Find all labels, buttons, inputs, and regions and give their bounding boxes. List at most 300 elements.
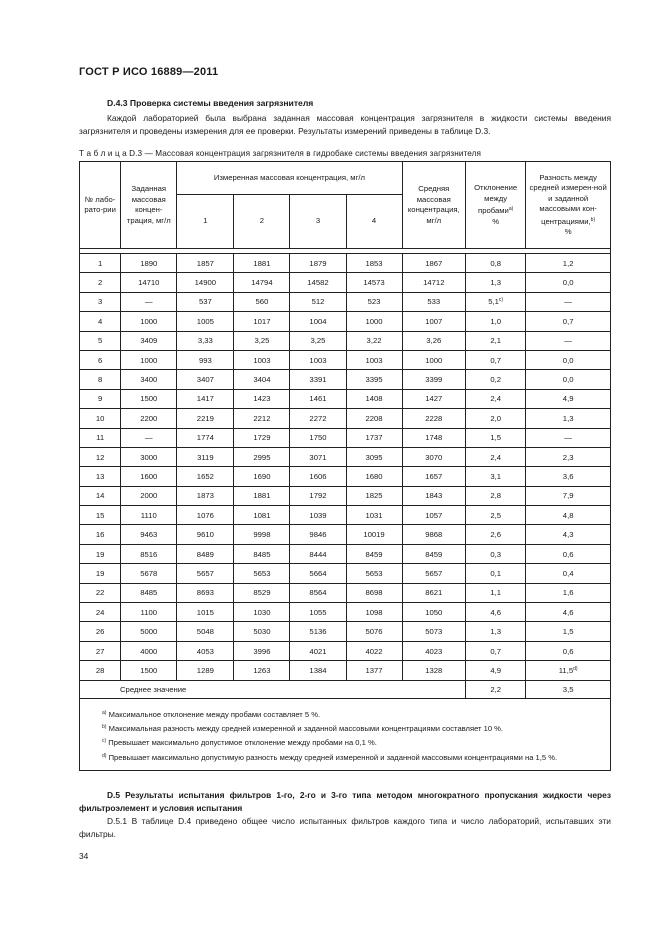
cell-target <box>121 603 177 622</box>
cell-m1 <box>177 583 234 602</box>
table-row <box>80 292 611 311</box>
cell-target <box>121 525 177 544</box>
cell-value: 5073 <box>425 627 443 637</box>
cell-value: 993 <box>198 355 212 365</box>
cell-value: 5076 <box>365 627 383 637</box>
cell-value: 7,9 <box>562 491 574 501</box>
cell-value: 1652 <box>196 471 214 481</box>
cell-value: 1004 <box>309 316 327 326</box>
cell-value: 3,33 <box>197 336 213 346</box>
cell-target <box>121 254 177 273</box>
cell-value: 1003 <box>365 355 383 365</box>
cell-mean <box>402 389 465 408</box>
cell-value: 0,7 <box>490 646 501 656</box>
cell-value: 1100 <box>140 607 158 617</box>
cell-lab <box>80 661 121 680</box>
cell-lab <box>80 389 121 408</box>
cell-value: 1377 <box>365 665 383 675</box>
cell-value: 3000 <box>140 452 158 462</box>
cell-value: 5653 <box>365 568 383 578</box>
cell-mean <box>402 622 465 641</box>
cell-target <box>121 641 177 660</box>
table-row <box>80 506 611 525</box>
cell-m3 <box>290 486 346 505</box>
cell-target <box>121 661 177 680</box>
cell-m2 <box>234 428 290 447</box>
cell-value: 14900 <box>194 278 217 288</box>
average-deviation: 2,2 <box>466 680 526 698</box>
header-deviation-sup: а) <box>508 206 514 212</box>
footnote-text: Максимальная разность между средней измеренной и заданной массовыми концентрациями составляет 10 %. <box>108 724 504 733</box>
cell-value: 0,8 <box>490 258 501 268</box>
cell-mean <box>402 273 465 292</box>
cell-m1 <box>177 564 234 583</box>
cell-difference <box>526 467 611 486</box>
section-d5-heading-text: D.5 Результаты испытания фильтров 1-го, 2-го и 3-го типа методом многократного пропускания жидкости через фильтроэлемент и условия испытания <box>79 790 611 813</box>
cell-difference <box>526 428 611 447</box>
cell-value: 8529 <box>253 588 271 598</box>
cell-value: 5678 <box>140 568 158 578</box>
cell-value: 10019 <box>363 530 385 540</box>
table-row <box>80 641 611 660</box>
table-row <box>80 389 611 408</box>
cell-value: 22 <box>95 588 105 598</box>
cell-m2 <box>234 350 290 369</box>
cell-difference <box>526 254 611 273</box>
cell-value: 27 <box>95 646 105 656</box>
cell-mean <box>402 544 465 563</box>
cell-deviation <box>466 428 526 447</box>
cell-value: 2,0 <box>490 413 501 423</box>
cell-m1 <box>177 447 234 466</box>
cell-value: 3071 <box>309 452 327 462</box>
cell-value: 5657 <box>425 568 443 578</box>
cell-value: 8516 <box>140 549 158 559</box>
cell-value: 1461 <box>309 394 327 404</box>
cell-value: 1081 <box>253 510 271 520</box>
cell-value: 1,3 <box>490 278 501 288</box>
cell-lab <box>80 603 121 622</box>
cell-m2 <box>234 564 290 583</box>
cell-target <box>121 622 177 641</box>
cell-deviation <box>466 447 526 466</box>
header-m4: 4 <box>346 195 402 249</box>
cell-value: 15 <box>95 510 105 520</box>
cell-lab <box>80 350 121 369</box>
cell-value: 3400 <box>140 375 158 385</box>
cell-value: 4,6 <box>490 607 501 617</box>
cell-m3 <box>290 447 346 466</box>
cell-value: 8485 <box>140 588 158 598</box>
cell-value: 4023 <box>425 646 443 656</box>
cell-value: 1825 <box>365 491 383 501</box>
cell-deviation <box>466 622 526 641</box>
cell-mean <box>402 312 465 331</box>
cell-m4 <box>346 641 402 660</box>
header-target: Заданная массовая концен-трация, мг/л <box>121 162 177 249</box>
cell-value: 1737 <box>365 433 383 443</box>
cell-value: 0,7 <box>490 355 501 365</box>
cell-m2 <box>234 661 290 680</box>
cell-value: 4000 <box>140 646 158 656</box>
cell-value: 1748 <box>425 433 443 443</box>
cell-difference <box>526 389 611 408</box>
cell-m2 <box>234 525 290 544</box>
cell-difference <box>526 331 611 350</box>
cell-m4 <box>346 428 402 447</box>
cell-value: 12 <box>95 452 105 462</box>
cell-value: 24 <box>95 607 105 617</box>
cell-m2 <box>234 312 290 331</box>
cell-value: 0,0 <box>562 375 574 385</box>
cell-value: 13 <box>95 471 105 481</box>
cell-difference <box>526 273 611 292</box>
cell-value: 3395 <box>365 375 383 385</box>
cell-value: 1031 <box>365 510 383 520</box>
footnote <box>86 707 606 721</box>
cell-target <box>121 428 177 447</box>
cell-value: 1007 <box>425 316 443 326</box>
table-row <box>80 350 611 369</box>
document-title: ГОСТ Р ИСО 16889—2011 <box>79 66 219 78</box>
cell-value: 3409 <box>140 336 158 346</box>
cell-value: 1,3 <box>490 627 501 637</box>
cell-m3 <box>290 273 346 292</box>
cell-value: 1750 <box>309 433 327 443</box>
cell-value: 5030 <box>253 627 271 637</box>
cell-value: 4022 <box>365 646 383 656</box>
cell-m3 <box>290 525 346 544</box>
cell-value: 3,1 <box>490 471 501 481</box>
cell-value: 0,3 <box>490 549 501 559</box>
header-m1: 1 <box>177 195 234 249</box>
cell-lab <box>80 525 121 544</box>
cell-difference <box>526 622 611 641</box>
table-row <box>80 428 611 447</box>
cell-value: 1,2 <box>562 258 574 268</box>
cell-deviation <box>466 292 526 311</box>
footnotes <box>80 698 611 771</box>
cell-difference <box>526 525 611 544</box>
cell-value: 560 <box>255 297 269 307</box>
footnote-text: Превышает максимально допустимое отклонение между пробами на 0,1 %. <box>108 738 377 748</box>
cell-target <box>121 564 177 583</box>
cell-m2 <box>234 389 290 408</box>
cell-value: 3407 <box>196 375 214 385</box>
cell-mean <box>402 428 465 447</box>
footnote-text: Максимальное отклонение между пробами составляет 5 %. <box>108 709 321 719</box>
cell-target <box>121 350 177 369</box>
section-d5-paragraph-text: D.5.1 В таблице D.4 приведено общее число испытанных фильтров каждого типа и число лабораторий, испытавших эти фильтры. <box>79 816 611 839</box>
cell-value: 2 <box>97 278 103 288</box>
cell-value: 8693 <box>196 588 214 598</box>
cell-deviation <box>466 583 526 602</box>
cell-m4 <box>346 331 402 350</box>
cell-mean <box>402 370 465 389</box>
table-row <box>80 564 611 583</box>
cell-m3 <box>290 583 346 602</box>
table-row <box>80 603 611 622</box>
cell-value: 2,4 <box>490 394 501 404</box>
cell-value: 0,7 <box>562 316 574 326</box>
cell-lab <box>80 292 121 311</box>
cell-m2 <box>234 622 290 641</box>
table-row <box>80 544 611 563</box>
cell-value: 1000 <box>365 316 383 326</box>
cell-value: 1680 <box>365 471 383 481</box>
cell-value: 3391 <box>309 375 327 385</box>
cell-value: 1,5 <box>562 627 574 637</box>
cell-value: 0,6 <box>562 646 574 656</box>
cell-m1 <box>177 428 234 447</box>
cell-value: 8 <box>97 375 103 385</box>
cell-mean <box>402 641 465 660</box>
table-row <box>80 273 611 292</box>
cell-value: 4021 <box>309 646 327 656</box>
cell-value: 3119 <box>197 452 214 462</box>
cell-lab <box>80 564 121 583</box>
cell-target <box>121 312 177 331</box>
cell-value: 4,8 <box>562 510 574 520</box>
cell-m1 <box>177 486 234 505</box>
cell-value: 1427 <box>425 394 443 404</box>
footnote <box>86 750 606 764</box>
cell-m2 <box>234 467 290 486</box>
cell-value: 1039 <box>309 510 327 520</box>
cell-m2 <box>234 370 290 389</box>
cell-m1 <box>177 331 234 350</box>
header-difference-text: Разность между средней измерен-ной и заданной массовыми кон-центрациями, <box>529 172 607 226</box>
cell-value: 1417 <box>196 394 214 404</box>
cell-m3 <box>290 428 346 447</box>
cell-value: 4,6 <box>562 607 574 617</box>
table-row <box>80 447 611 466</box>
cell-lab <box>80 273 121 292</box>
cell-m4 <box>346 544 402 563</box>
cell-m4 <box>346 564 402 583</box>
cell-value: 2,8 <box>490 491 501 501</box>
cell-lab <box>80 641 121 660</box>
cell-deviation <box>466 564 526 583</box>
cell-value: 1384 <box>309 665 327 675</box>
table-caption: Т а б л и ц а D.3 — Массовая концентрация загрязнителя в гидробаке системы введения загрязнителя <box>79 149 482 158</box>
cell-mean <box>402 331 465 350</box>
section-d43-heading: D.4.3 Проверка системы введения загрязнителя <box>107 98 314 108</box>
cell-difference <box>526 641 611 660</box>
cell-m4 <box>346 389 402 408</box>
cell-difference <box>526 447 611 466</box>
cell-value: 1017 <box>253 316 271 326</box>
cell-mean <box>402 467 465 486</box>
header-difference-sup: b) <box>590 216 596 223</box>
cell-m2 <box>234 506 290 525</box>
cell-value: 5,1 <box>488 297 499 307</box>
cell-m4 <box>346 525 402 544</box>
cell-value: 5048 <box>196 627 214 637</box>
cell-value: 1867 <box>425 258 443 268</box>
cell-value: 9868 <box>425 530 443 540</box>
footnote-marker: c) <box>102 738 107 745</box>
cell-value: 9610 <box>196 530 214 540</box>
cell-mean <box>402 525 465 544</box>
cell-value: 1055 <box>309 607 327 617</box>
cell-difference <box>526 603 611 622</box>
data-table <box>79 161 611 771</box>
cell-value: 1853 <box>365 258 383 268</box>
cell-target <box>121 447 177 466</box>
cell-m3 <box>290 331 346 350</box>
table-row <box>80 661 611 680</box>
cell-m2 <box>234 331 290 350</box>
cell-mean <box>402 661 465 680</box>
cell-value: 2000 <box>140 491 158 501</box>
cell-value: 8459 <box>425 549 443 559</box>
cell-value: 1690 <box>253 471 271 481</box>
cell-value: 4053 <box>196 646 214 656</box>
cell-value: 11,5 <box>558 665 574 675</box>
section-d5-heading <box>79 789 611 815</box>
cell-m1 <box>177 661 234 680</box>
cell-m4 <box>346 273 402 292</box>
cell-value: 8621 <box>425 588 443 598</box>
cell-value: — <box>564 297 572 307</box>
cell-m2 <box>234 603 290 622</box>
cell-value: 5136 <box>309 627 327 637</box>
cell-deviation <box>466 486 526 505</box>
cell-m1 <box>177 389 234 408</box>
cell-value: 3,22 <box>366 336 382 346</box>
cell-m1 <box>177 506 234 525</box>
cell-value: 1843 <box>425 491 443 501</box>
cell-lab <box>80 467 121 486</box>
cell-difference <box>526 564 611 583</box>
cell-deviation <box>466 641 526 660</box>
cell-value: 1,6 <box>562 588 574 598</box>
table-row <box>80 409 611 428</box>
cell-lab <box>80 409 121 428</box>
cell-mean <box>402 486 465 505</box>
cell-value: 2219 <box>196 413 214 423</box>
cell-m3 <box>290 661 346 680</box>
cell-mean <box>402 603 465 622</box>
cell-value: 1606 <box>309 471 327 481</box>
cell-target <box>121 409 177 428</box>
cell-value: 1879 <box>309 258 327 268</box>
table-row <box>80 312 611 331</box>
cell-target <box>121 389 177 408</box>
cell-value: 2,5 <box>490 510 501 520</box>
cell-value: 4,3 <box>562 530 574 540</box>
cell-m2 <box>234 273 290 292</box>
cell-value: 1408 <box>365 394 383 404</box>
cell-target <box>121 506 177 525</box>
cell-value: 9463 <box>140 530 158 540</box>
cell-value: 2,1 <box>490 336 501 346</box>
cell-value: 1015 <box>196 607 214 617</box>
cell-m4 <box>346 506 402 525</box>
cell-lab <box>80 447 121 466</box>
cell-value: 8459 <box>365 549 383 559</box>
cell-target <box>121 273 177 292</box>
cell-m3 <box>290 350 346 369</box>
section-d43-paragraph <box>79 112 611 138</box>
cell-value: 1076 <box>196 510 214 520</box>
cell-value: 1600 <box>140 471 158 481</box>
cell-value: 14 <box>95 491 105 501</box>
cell-difference <box>526 486 611 505</box>
cell-lab <box>80 544 121 563</box>
cell-target <box>121 292 177 311</box>
cell-value: 1423 <box>253 394 271 404</box>
cell-m4 <box>346 370 402 389</box>
cell-m3 <box>290 641 346 660</box>
cell-difference <box>526 544 611 563</box>
table-row <box>80 254 611 273</box>
cell-value: 4 <box>97 316 103 326</box>
cell-deviation <box>466 331 526 350</box>
footnote-marker: b) <box>102 724 107 730</box>
cell-value: 16 <box>95 530 105 540</box>
cell-m4 <box>346 583 402 602</box>
cell-value: 9 <box>97 394 103 404</box>
page-number: 34 <box>79 851 89 861</box>
cell-deviation <box>466 603 526 622</box>
cell-value: — <box>144 297 153 307</box>
cell-m4 <box>346 486 402 505</box>
cell-value: 0,0 <box>562 278 574 288</box>
cell-value: 14710 <box>138 278 160 288</box>
cell-value: 2208 <box>365 413 383 423</box>
cell-value: 2228 <box>425 413 443 423</box>
cell-m1 <box>177 370 234 389</box>
cell-value: 19 <box>95 549 105 559</box>
cell-m4 <box>346 350 402 369</box>
cell-value: 2212 <box>253 413 271 423</box>
footnote-text: Превышает максимально допустимую разность между средней измеренной и заданной массовыми концентрациями на 1,5 %. <box>108 752 558 762</box>
cell-value: — <box>564 433 572 443</box>
cell-target <box>121 467 177 486</box>
cell-m1 <box>177 254 234 273</box>
cell-m3 <box>290 467 346 486</box>
cell-lab <box>80 506 121 525</box>
cell-m4 <box>346 622 402 641</box>
cell-value: 28 <box>95 665 105 675</box>
cell-mean <box>402 447 465 466</box>
cell-lab <box>80 428 121 447</box>
cell-value: 8489 <box>196 549 214 559</box>
cell-value: 1,5 <box>490 433 501 443</box>
cell-difference <box>526 661 611 680</box>
average-label: Среднее значение <box>80 680 466 698</box>
cell-deviation <box>466 350 526 369</box>
cell-target <box>121 370 177 389</box>
cell-value: 5000 <box>140 627 158 637</box>
cell-value: 3404 <box>253 375 271 385</box>
cell-deviation <box>466 506 526 525</box>
cell-m1 <box>177 467 234 486</box>
cell-value: 1890 <box>140 258 158 268</box>
cell-lab <box>80 312 121 331</box>
cell-value: 9998 <box>253 530 271 540</box>
cell-deviation <box>466 544 526 563</box>
cell-m3 <box>290 409 346 428</box>
header-deviation-text: Отклонение между пробами <box>474 183 518 215</box>
cell-mean <box>402 583 465 602</box>
cell-value: 1289 <box>196 665 214 675</box>
cell-m1 <box>177 292 234 311</box>
cell-value: 1500 <box>140 394 158 404</box>
cell-lab <box>80 486 121 505</box>
